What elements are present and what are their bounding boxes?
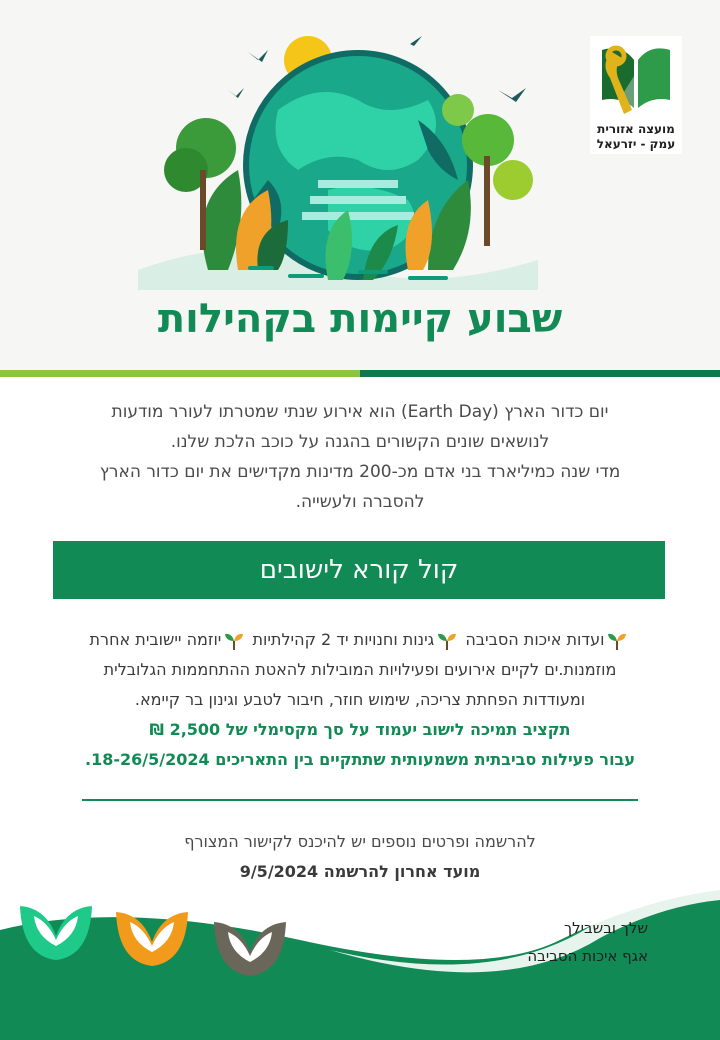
registration-text[interactable]: להרשמה ופרטים נוספים יש להיכנס לקישור המצורף xyxy=(184,832,536,851)
call-paragraph xyxy=(22,625,698,775)
budget-line: תקציב תמיכה לישוב יעמוד על סך מקסימלי של 2,500 ₪ xyxy=(149,720,571,739)
stripe-light xyxy=(0,370,360,377)
call-banner: קול קורא לישובים xyxy=(53,541,665,599)
leaf-icon-orange xyxy=(112,902,192,968)
signature xyxy=(448,914,648,970)
registration-deadline: מועד אחרון להרשמה 9/5/2024 xyxy=(239,862,481,881)
logo-text-line2: עמק - יזרעאל xyxy=(596,137,676,151)
dates-line: עבור פעילות סביבתית משמעותית שתתקיים בין התאריכים 18-26/5/2024. xyxy=(85,750,635,769)
intro-paragraph xyxy=(40,397,680,517)
call-seg-3: יוזמה יישובית אחרת xyxy=(89,630,222,649)
leaf-icon-green xyxy=(16,896,96,962)
council-logo xyxy=(590,36,682,154)
signature-line-2: אגף איכות הסביבה xyxy=(527,947,648,965)
call-seg-2: גינות וחנויות יד 2 קהילתיות xyxy=(252,630,435,649)
sprout-icon xyxy=(606,631,628,651)
call-line-2: מוזמנות.ים לקיים אירועים ופעילויות המובילות להאטת ההתחממות הגלובלית xyxy=(103,660,617,679)
signature-line-1: שלך ובשבילך xyxy=(564,919,648,937)
section-divider xyxy=(82,799,638,801)
call-seg-1: ועדות איכות הסביבה xyxy=(465,630,605,649)
earth-nature-illustration xyxy=(128,30,548,300)
intro-line-2: לנושאים שונים הקשורים בהגנה על כוכב הלכת שלנו. xyxy=(170,432,550,452)
hero-section xyxy=(0,0,720,370)
registration-block xyxy=(40,827,680,887)
logo-text-line1: מועצה אזורית xyxy=(597,122,675,136)
call-line-1 xyxy=(22,625,698,655)
sprout-icon xyxy=(436,631,458,651)
header-stripe xyxy=(0,370,720,377)
leaf-icon-gray xyxy=(210,912,290,978)
page-title: שבוע קיימות בקהילות xyxy=(157,296,563,342)
stripe-dark xyxy=(360,370,720,377)
call-line-3: ומעודדות הפחתת צריכה, שימוש חוזר, חיבור לטבע וגינון בר קיימא. xyxy=(134,690,586,709)
ribbon-book-logo xyxy=(594,38,678,122)
intro-line-1: יום כדור הארץ (Earth Day) הוא אירוע שנתי שמטרתו לעורר מודעות xyxy=(111,402,609,422)
sprout-icon xyxy=(223,631,245,651)
intro-line-3: מדי שנה כמיליארד בני אדם מכ-200 מדינות מקדישים את יום כדור הארץ xyxy=(99,462,621,482)
intro-line-4: להסברה ולעשייה. xyxy=(295,492,425,512)
